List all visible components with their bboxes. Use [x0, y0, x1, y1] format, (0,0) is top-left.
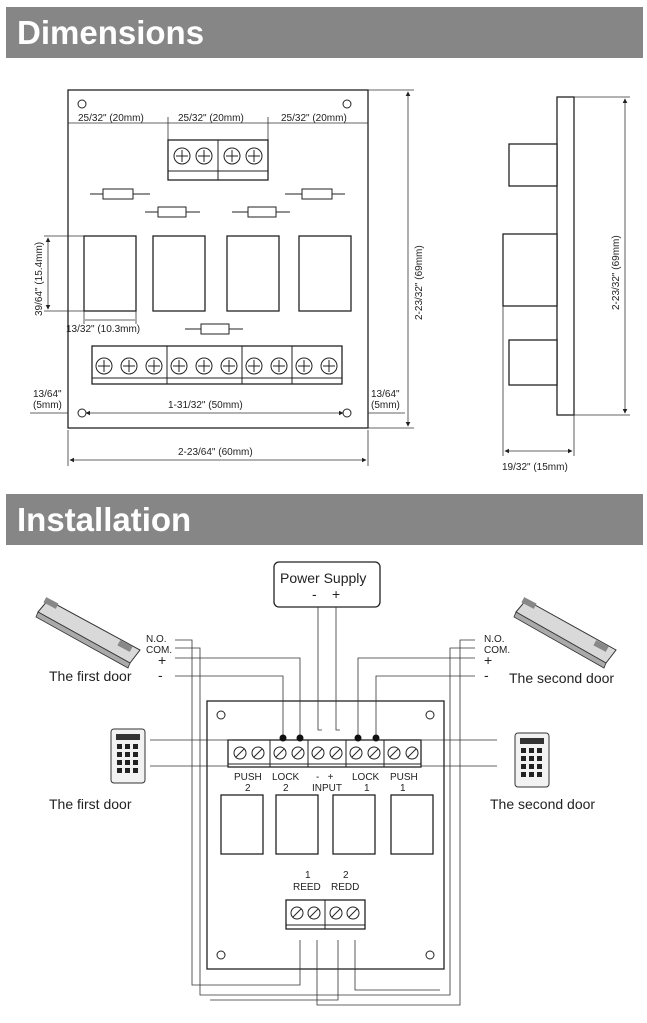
ps-minus: - — [312, 586, 317, 602]
right-no: N.O. — [484, 634, 505, 645]
side-terminal-top — [509, 144, 557, 186]
dim-front-height: 2-23/32" (69mm) — [414, 245, 425, 320]
left-com: COM. — [146, 645, 173, 656]
label-reed1-b: REED — [293, 882, 321, 893]
label-push2-b: 2 — [245, 783, 251, 794]
dimensions-title: Dimensions — [17, 14, 205, 51]
label-lock2-a: LOCK — [272, 772, 300, 783]
dim-relay-width: 13/32" (10.3mm) — [66, 324, 141, 335]
label-redd2-a: 2 — [343, 870, 349, 881]
dim-total-width: 2-23/64" (60mm) — [178, 447, 253, 458]
dim-side-depth: 19/32" (15mm) — [502, 462, 568, 473]
label-reed1-a: 1 — [305, 870, 311, 881]
bottom-terminal-block — [92, 346, 342, 384]
dim-right-margin-a: 13/64" — [371, 389, 400, 400]
side-relay — [503, 234, 557, 306]
label-input-b: INPUT — [312, 783, 342, 794]
second-door-keypad-label: The second door — [490, 796, 596, 812]
relay-3 — [227, 236, 279, 311]
top-terminal-block — [168, 140, 268, 180]
label-push1-b: 1 — [400, 783, 406, 794]
dim-top-mid: 25/32" (20mm) — [178, 113, 244, 124]
right-wire-labels — [484, 634, 510, 683]
front-height-dimension — [368, 90, 425, 428]
first-door-keypad-icon — [111, 729, 145, 783]
right-plus: + — [484, 652, 493, 668]
first-door-keypad-label: The first door — [49, 796, 132, 812]
right-com: COM. — [484, 645, 511, 656]
first-door-lock-label: The first door — [49, 668, 132, 684]
dim-side-height: 2-23/32" (69mm) — [611, 235, 622, 310]
left-minus: - — [158, 667, 163, 683]
first-door-maglock-icon — [36, 597, 140, 668]
label-input-a: - + — [316, 772, 334, 783]
dim-hole-spacing: 1-31/32" (50mm) — [168, 400, 243, 411]
label-redd2-b: REDD — [331, 882, 360, 893]
ps-plus: + — [332, 586, 341, 602]
dim-right-margin-b: (5mm) — [371, 400, 400, 411]
left-wire-labels — [146, 634, 172, 683]
label-push1-a: PUSH — [390, 772, 418, 783]
total-width-dimension — [68, 430, 368, 466]
left-plus: + — [158, 652, 167, 668]
left-no: N.O. — [146, 634, 167, 645]
relay-4 — [299, 236, 351, 311]
side-terminal-bottom — [509, 340, 557, 385]
second-door-maglock-icon — [514, 597, 616, 668]
relay-2 — [153, 236, 205, 311]
installation-title: Installation — [17, 501, 192, 538]
installation-terminal-strip — [228, 740, 421, 767]
side-view — [502, 97, 630, 473]
dim-top-left: 25/32" (20mm) — [78, 113, 144, 124]
label-lock1-a: LOCK — [352, 772, 380, 783]
label-push2-a: PUSH — [234, 772, 262, 783]
right-minus: - — [484, 667, 489, 683]
second-door-keypad-icon — [515, 733, 549, 787]
dim-left-margin-b: (5mm) — [33, 400, 62, 411]
dim-top-right: 25/32" (20mm) — [281, 113, 347, 124]
label-lock1-b: 1 — [364, 783, 370, 794]
label-lock2-b: 2 — [283, 783, 289, 794]
dim-relay-height: 39/64" (15.4mm) — [34, 241, 45, 316]
power-supply — [274, 562, 380, 607]
power-supply-label: Power Supply — [280, 570, 367, 586]
relay-1 — [84, 236, 136, 311]
dim-left-margin-a: 13/64" — [33, 389, 62, 400]
second-door-lock-label: The second door — [509, 670, 615, 686]
